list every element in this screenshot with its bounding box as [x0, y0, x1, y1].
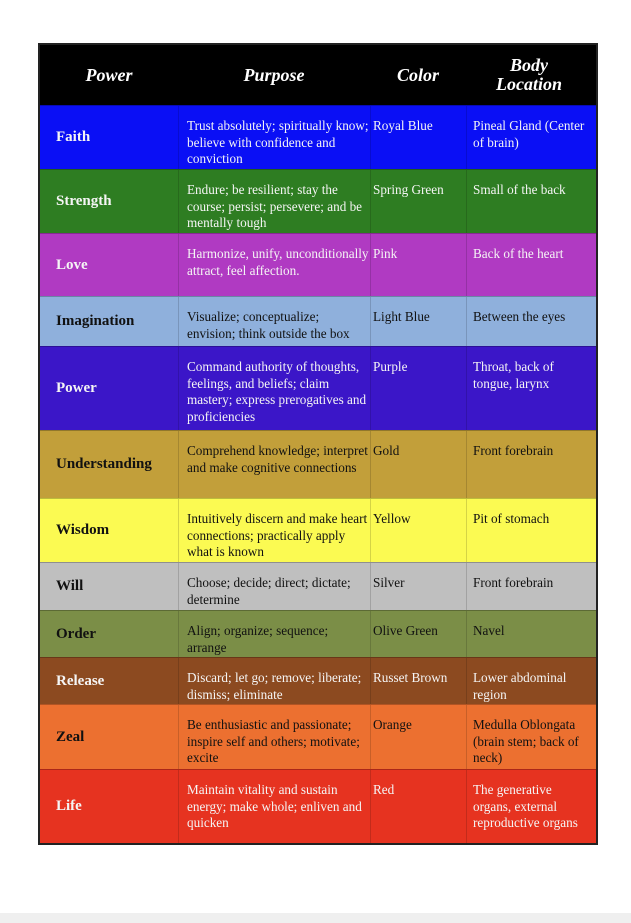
power-cell: Power	[56, 380, 97, 397]
body-location-cell: The generative organs, external reproductive organs	[466, 770, 596, 843]
table-row	[40, 430, 596, 498]
body-location-cell: Back of the heart	[466, 234, 596, 296]
color-cell: Gold	[370, 431, 466, 498]
purpose-cell: Endure; be resilient; stay the course; persist; persevere; and be mentally tough	[178, 170, 370, 233]
power-cell: Understanding	[56, 456, 152, 473]
body-location-cell: Medulla Oblongata (brain stem; back of neck)	[466, 705, 596, 769]
color-cell: Red	[370, 770, 466, 843]
table-row	[40, 704, 596, 769]
table-header	[40, 45, 596, 105]
bottom-bar	[0, 913, 631, 923]
power-cell: Faith	[56, 129, 91, 146]
body-location-cell: Front forebrain	[466, 431, 596, 498]
power-cell: Strength	[56, 193, 112, 210]
table-row	[40, 610, 596, 657]
purpose-cell: Visualize; conceptualize; envision; think outside the box	[178, 297, 370, 346]
purpose-cell: Align; organize; sequence; arrange	[178, 611, 370, 657]
header-body-location-line1: Body	[510, 55, 548, 75]
color-cell: Silver	[370, 563, 466, 610]
header-power: Power	[85, 64, 133, 85]
power-cell: Order	[56, 625, 96, 642]
power-cell: Life	[56, 798, 82, 815]
table-row	[40, 769, 596, 843]
purpose-cell: Harmonize, unify, unconditionally attract, feel affection.	[178, 234, 370, 296]
purpose-cell: Maintain vitality and sustain energy; make whole; enliven and quicken	[178, 770, 370, 843]
table-row	[40, 105, 596, 169]
table-row	[40, 169, 596, 233]
color-cell: Olive Green	[370, 611, 466, 657]
color-cell: Royal Blue	[370, 106, 466, 169]
purpose-cell: Intuitively discern and make heart connections; practically apply what is known	[178, 499, 370, 562]
table-row	[40, 346, 596, 430]
body-location-cell: Between the eyes	[466, 297, 596, 346]
color-cell: Russet Brown	[370, 658, 466, 704]
table-row	[40, 233, 596, 296]
power-cell: Will	[56, 578, 84, 595]
body-location-cell: Small of the back	[466, 170, 596, 233]
header-color: Color	[396, 64, 439, 85]
header-body-location-line2: Location	[496, 74, 562, 94]
body-location-cell: Pit of stomach	[466, 499, 596, 562]
table-row	[40, 498, 596, 562]
power-cell: Love	[56, 256, 88, 273]
purpose-cell: Comprehend knowledge; interpret and make cognitive connections	[178, 431, 370, 498]
body-location-cell: Pineal Gland (Center of brain)	[466, 106, 596, 169]
purpose-cell: Choose; decide; direct; dictate; determine	[178, 563, 370, 610]
body-location-cell: Front forebrain	[466, 563, 596, 610]
color-cell: Orange	[370, 705, 466, 769]
table-row	[40, 562, 596, 610]
header-purpose: Purpose	[243, 64, 305, 85]
header-body-location	[466, 56, 596, 94]
purpose-cell: Discard; let go; remove; liberate; dismiss; eliminate	[178, 658, 370, 704]
powers-table	[38, 43, 598, 845]
power-cell: Zeal	[56, 728, 85, 745]
color-cell: Purple	[370, 347, 466, 430]
body-location-cell: Navel	[466, 611, 596, 657]
table-row	[40, 657, 596, 704]
color-cell: Pink	[370, 234, 466, 296]
color-cell: Light Blue	[370, 297, 466, 346]
purpose-cell: Command authority of thoughts, feelings, and beliefs; claim mastery; express prerogatives and proficiencies	[178, 347, 370, 430]
color-cell: Spring Green	[370, 170, 466, 233]
table-row	[40, 296, 596, 346]
power-cell: Imagination	[56, 313, 135, 330]
body-location-cell: Lower abdominal region	[466, 658, 596, 704]
purpose-cell: Trust absolutely; spiritually know; believe with confidence and conviction	[178, 106, 370, 169]
color-cell: Yellow	[370, 499, 466, 562]
power-cell: Release	[56, 672, 105, 689]
purpose-cell: Be enthusiastic and passionate; inspire self and others; motivate; excite	[178, 705, 370, 769]
body-location-cell: Throat, back of tongue, larynx	[466, 347, 596, 430]
power-cell: Wisdom	[56, 522, 110, 539]
